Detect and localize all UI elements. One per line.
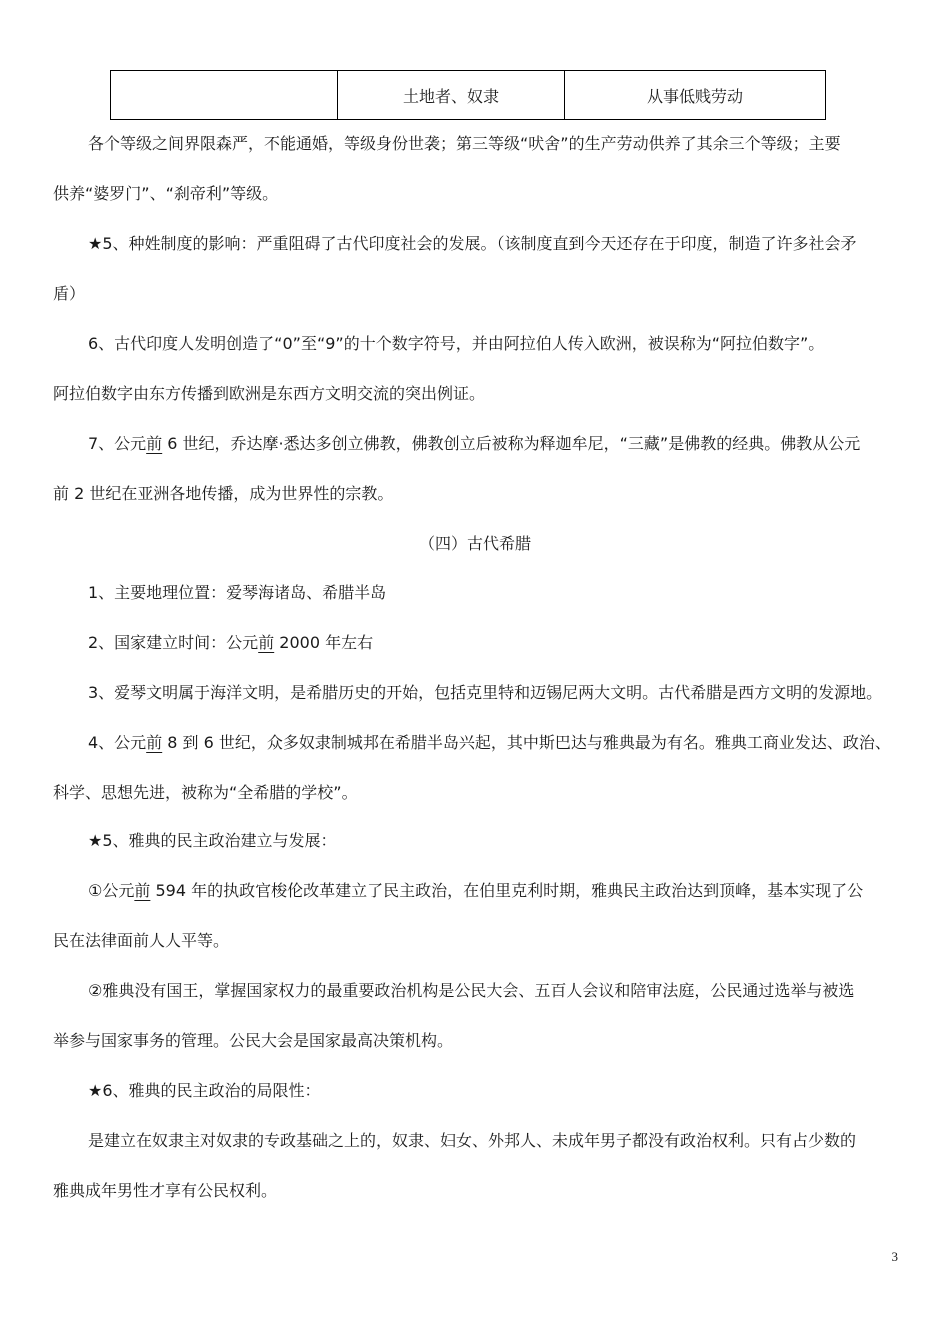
paragraph-line: ★5、种姓制度的影响：严重阻碍了古代印度社会的发展。（该制度直到今天还存在于印度，制造了许多社会矛 xyxy=(88,234,857,253)
text-segment: 8 到 6 世纪，众多奴隶制城邦在希腊半岛兴起，其中斯巴达与雅典最为有名。雅典工商业发达、政治、 xyxy=(162,733,891,752)
underlined-text: 前 xyxy=(146,733,163,752)
paragraph-line: 雅典成年男性才享有公民权利。 xyxy=(53,1181,278,1200)
paragraph-line: ★6、雅典的民主政治的局限性： xyxy=(88,1081,321,1100)
paragraph-line: 阿拉伯数字由东方传播到欧洲是东西方文明交流的突出例证。 xyxy=(53,384,486,403)
underlined-text: 前 xyxy=(134,881,151,900)
text-segment: 2000 年左右 xyxy=(274,633,374,652)
caste-table xyxy=(110,70,826,120)
page-number: 3 xyxy=(891,1249,898,1264)
paragraph-line: 供养“婆罗门”、“刹帝利”等级。 xyxy=(53,184,279,203)
paragraph-line: 是建立在奴隶主对奴隶的专政基础之上的，奴隶、妇女、外邦人、未成年男子都没有政治权利。只有占少数的 xyxy=(88,1131,857,1150)
section-title: （四）古代希腊 xyxy=(418,534,531,553)
paragraph-line: ②雅典没有国王，掌握国家权力的最重要政治机构是公民大会、五百人会议和陪审法庭，公民通过选举与被选 xyxy=(88,981,855,1000)
paragraph-line xyxy=(88,732,938,754)
table-cell: 从事低贱劳动 xyxy=(565,71,826,120)
underlined-text: 前 xyxy=(146,434,163,453)
text-segment: 594 年的执政官梭伦改革建立了民主政治，在伯里克利时期，雅典民主政治达到顶峰，基本实现了公 xyxy=(150,881,864,900)
paragraph-line: 各个等级之间界限森严，不能通婚，等级身份世袭；第三等级“吠舍”的生产劳动供养了其余三个等级；主要 xyxy=(88,134,841,153)
paragraph-line: ★5、雅典的民主政治建立与发展： xyxy=(88,831,337,850)
paragraph-line: 举参与国家事务的管理。公民大会是国家最高决策机构。 xyxy=(53,1031,454,1050)
paragraph-line xyxy=(88,433,938,455)
table-cell xyxy=(111,71,338,120)
paragraph-line: 科学、思想先进，被称为“全希腊的学校”。 xyxy=(53,783,358,802)
text-segment: 6 世纪，乔达摩·悉达多创立佛教，佛教创立后被称为释迦牟尼，“三藏”是佛教的经典。佛教从公元 xyxy=(162,434,861,453)
paragraph-line: 前 2 世纪在亚洲各地传播，成为世界性的宗教。 xyxy=(53,484,394,503)
table-row xyxy=(111,71,826,120)
paragraph-line: 1、主要地理位置：爱琴海诸岛、希腊半岛 xyxy=(88,583,387,602)
paragraph-line: 3、爱琴文明属于海洋文明，是希腊历史的开始，包括克里特和迈锡尼两大文明。古代希腊是西方文明的发源地。 xyxy=(88,683,883,702)
paragraph-line: 6、古代印度人发明创造了“0”至“9”的十个数字符号，并由阿拉伯人传入欧洲，被误称为“阿拉伯数字”。 xyxy=(88,334,825,353)
paragraph-line xyxy=(88,880,938,902)
table-cell: 土地者、奴隶 xyxy=(338,71,565,120)
paragraph-line: 民在法律面前人人平等。 xyxy=(53,931,230,950)
paragraph-line xyxy=(88,632,938,654)
text-segment: 7、公元 xyxy=(88,434,147,453)
text-segment: ①公元 xyxy=(88,881,135,900)
text-segment: 2、国家建立时间：公元 xyxy=(88,633,259,652)
underlined-text: 前 xyxy=(258,633,275,652)
text-segment: 4、公元 xyxy=(88,733,147,752)
paragraph-line: 盾） xyxy=(53,284,86,303)
